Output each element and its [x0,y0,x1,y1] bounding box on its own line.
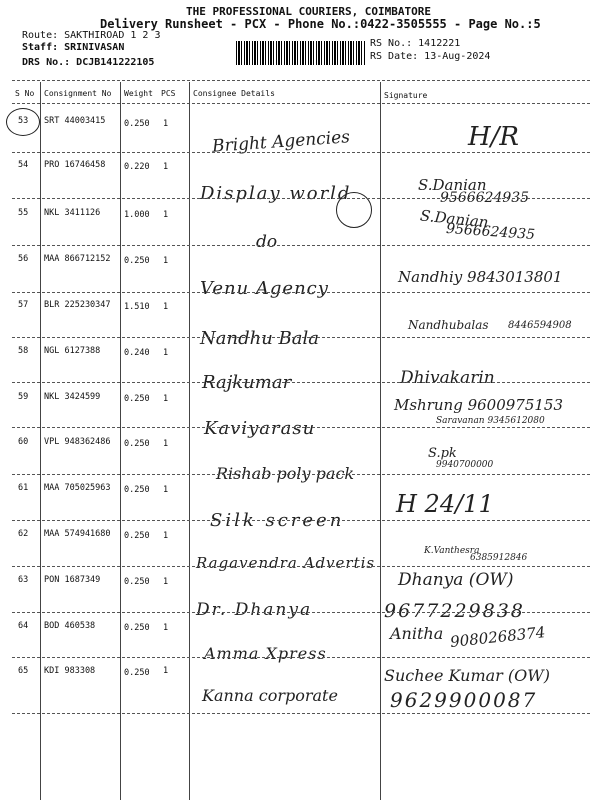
row-consignee: Bright Agencies [211,127,351,157]
row-sno: 61 [18,483,29,493]
col-header-weight: Weight [124,89,153,98]
row-signature: Dhanya (OW) [398,570,514,590]
row-pcs: 1 [163,162,169,172]
row-pcs: 1 [163,210,169,220]
row-consignment: KDI 983308 [44,666,96,676]
col-header-sno: S No [15,89,35,98]
row-weight: 0.250 [124,623,150,633]
runsheet-title: Delivery Runsheet - PCX - Phone No.:0422-3505555 - Page No.:5 [100,17,541,31]
row-signature-extra: 9566624935 [445,220,536,244]
row-consignment: NGL 6127388 [44,346,101,356]
row-consignee: Ragavendra Advertis [196,554,376,572]
row-weight: 0.250 [124,119,150,129]
row-divider [12,152,590,153]
col-header-consignee: Consignee Details [193,89,275,98]
row-signature: H 24/11 [396,490,494,518]
row-consignee: do [256,232,278,252]
row-pcs: 1 [163,394,169,404]
row-divider [12,427,590,428]
row-divider [12,198,590,199]
barcode [236,41,366,65]
row-signature-extra: 9940700000 [436,460,494,470]
row-weight: 0.240 [124,348,150,358]
row-consignee: Dr. Dhanya [196,600,313,620]
row-pcs: 1 [163,577,169,587]
row-consignment: VPL 948362486 [44,437,111,447]
row-sno: 56 [18,254,29,264]
row-consignment: BOD 460538 [44,621,96,631]
route-label: Route: SAKTHIROAD 1 2 3 [22,30,161,41]
row-weight: 0.250 [124,531,150,541]
row-divider [12,713,590,714]
row-signature: S.Danian [419,206,490,232]
row-consignee: Amma Xpress [204,644,327,663]
row-pcs: 1 [163,256,169,266]
row-weight: 0.250 [124,668,150,678]
row-signature-extra: 9080268374 [449,623,547,651]
row-sno: 65 [18,666,29,676]
row-consignment: NKL 3424599 [44,392,101,402]
row-signature: Nandhiy 9843013801 [398,268,563,286]
row-signature: H/R [468,122,520,152]
row-consignee: Display world [200,183,352,204]
divider [12,103,590,104]
rs-number: RS No.: 1412221 [370,38,461,49]
row-consignment: MAA 705025963 [44,483,111,493]
row-signature: Mshrung 9600975153 [394,396,564,414]
row-signature: Anitha [390,624,444,643]
row-pcs: 1 [163,531,169,541]
row-signature-extra: 9629900087 [390,688,538,712]
row-consignment: NKL 3411126 [44,208,101,218]
row-consignment: BLR 225230347 [44,300,111,310]
row-consignment: MAA 866712152 [44,254,111,264]
row-divider [12,612,590,613]
drs-number: DRS No.: DCJB141222105 [22,57,155,68]
row-weight: 0.250 [124,439,150,449]
row-signature: Dhivakarin [400,368,495,388]
row-consignee: Venu Agency [200,278,329,299]
row-divider [12,292,590,293]
row-divider [12,657,590,658]
row-divider [12,474,590,475]
row-divider [12,245,590,246]
row-consignee: Rishab poly pack [216,464,355,483]
row-sno: 53 [18,116,29,126]
row-divider [12,520,590,521]
col-header-signature: Signature [384,91,428,100]
row-divider [12,566,590,567]
row-sno: 55 [18,208,29,218]
row-sno: 54 [18,160,29,170]
col-header-pcs: PCS [161,89,176,98]
row-sno: 59 [18,392,29,402]
row-weight: 0.250 [124,485,150,495]
company-name: THE PROFESSIONAL COURIERS, COIMBATORE [186,5,432,18]
row-pcs: 1 [163,119,169,129]
staff-label: Staff: SRINIVASAN [22,42,125,53]
row-weight: 1.510 [124,302,150,312]
row-signature-extra: Saravanan 9345612080 [436,416,545,426]
row-weight: 0.250 [124,256,150,266]
row-sno: 60 [18,437,29,447]
row-weight: 0.250 [124,577,150,587]
row-signature: S.pk [428,446,457,461]
row-sno: 64 [18,621,29,631]
row-sno: 62 [18,529,29,539]
column-rule [380,82,381,800]
row-consignee: Kaviyarasu [204,418,316,439]
row-sno: 57 [18,300,29,310]
row-consignee: Nandhu Bala [200,328,319,349]
row-signature-extra: 8446594908 [508,320,572,331]
row-signature-extra: 6385912846 [470,553,528,563]
row-sno: 63 [18,575,29,585]
row-pcs: 1 [163,302,169,312]
col-header-consignment: Consignment No [44,89,112,98]
row-signature-extra: 9566624935 [440,190,530,206]
column-rule [189,82,190,800]
divider [12,80,590,81]
row-signature: K.Vanthesra [424,546,480,556]
row-divider [12,382,590,383]
row-sno: 58 [18,346,29,356]
row-weight: 0.250 [124,394,150,404]
row-divider [12,337,590,338]
row-pcs: 1 [163,623,169,633]
rs-date: RS Date: 13-Aug-2024 [370,51,491,62]
row-consignment: PON 1687349 [44,575,101,585]
row-pcs: 1 [163,485,169,495]
column-rule [40,82,41,800]
row-consignee: Silk screen [210,510,345,531]
row-signature-extra: 9677229838 [384,600,525,622]
row-consignment: MAA 574941680 [44,529,111,539]
row-consignment: SRT 44003415 [44,116,106,126]
column-rule [120,82,121,800]
row-consignee: Kanna corporate [202,686,338,705]
row-consignee: Rajkumar [202,372,292,393]
row-pcs: 1 [163,666,169,676]
row-pcs: 1 [163,348,169,358]
row-consignment: PRO 16746458 [44,160,106,170]
row-signature: Nandhubalas [408,318,489,332]
row-weight: 1.000 [124,210,150,220]
row-weight: 0.220 [124,162,150,172]
row-pcs: 1 [163,439,169,449]
row-signature: S.Danian [418,176,487,194]
row-signature: Suchee Kumar (OW) [384,666,550,685]
